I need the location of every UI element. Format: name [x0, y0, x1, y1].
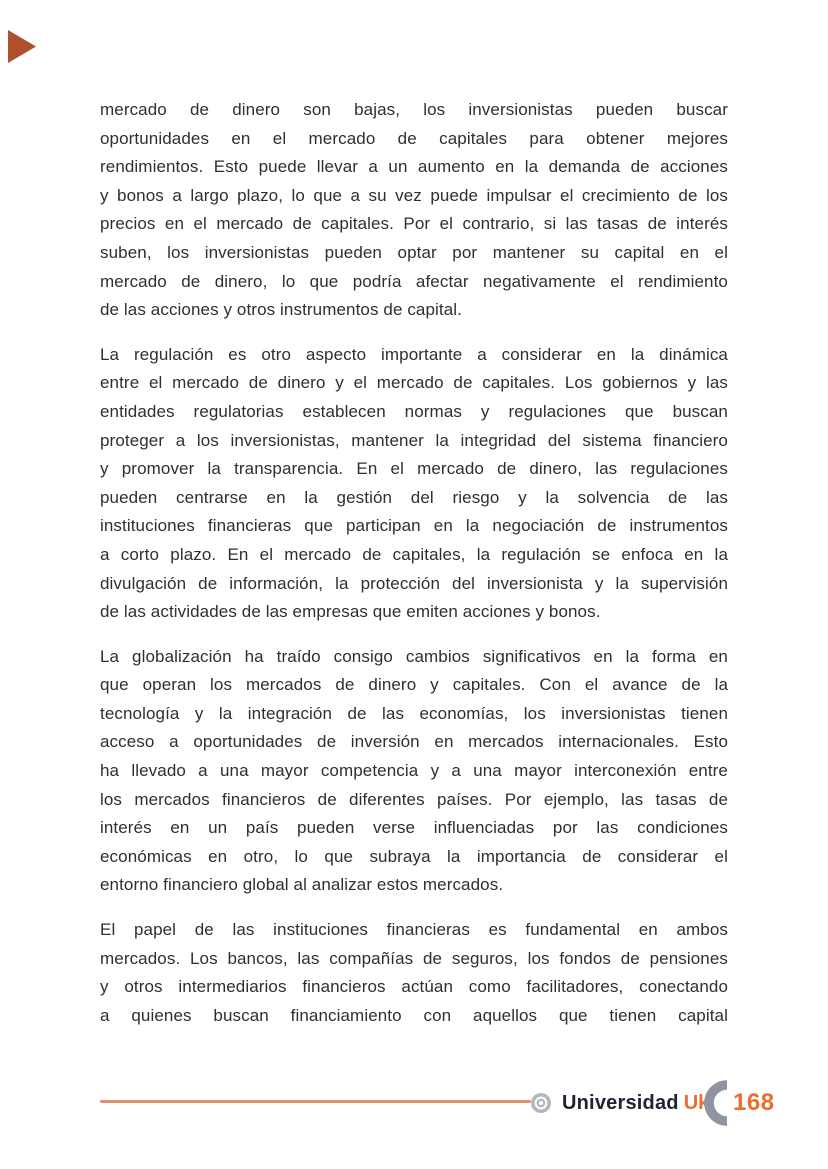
text-line: a corto plazo. En el mercado de capitales, la regulación se enfoca en la — [100, 544, 728, 564]
text-line: que operan los mercados de dinero y capitales. Con el avance de la — [100, 675, 728, 695]
text-line: económicas en otro, lo que subraya la importancia de considerar el — [100, 846, 728, 866]
text-line: entre el mercado de dinero y el mercado de capitales. Los gobiernos y las — [100, 373, 728, 393]
text-line: pueden centrarse en la gestión del riesgo y la solvencia de las — [100, 487, 728, 507]
text-line: los mercados financieros de diferentes países. Por ejemplo, las tasas de — [100, 789, 728, 809]
paragraph-1 — [100, 96, 728, 325]
text-line: precios en el mercado de capitales. Por el contrario, si las tasas de interés — [100, 214, 728, 234]
text-line: El papel de las instituciones financieras es fundamental en ambos — [100, 920, 728, 940]
text-line: mercado de dinero, lo que podría afectar negativamente el rendimiento — [100, 271, 728, 291]
text-line: de las acciones y otros instrumentos de capital. — [100, 300, 462, 320]
body-text — [100, 96, 728, 1046]
text-line: y otros intermediarios financieros actúan como facilitadores, conectando — [100, 977, 728, 997]
text-line: divulgación de información, la protección del inversionista y la supervisión — [100, 573, 728, 593]
text-line: de las actividades de las empresas que emiten acciones y bonos. — [100, 602, 601, 622]
paragraph-2 — [100, 341, 728, 627]
text-line: proteger a los inversionistas, mantener la integridad del sistema financiero — [100, 430, 728, 450]
text-line: a quienes buscan financiamiento con aquellos que tienen capital — [100, 1005, 728, 1025]
text-line: suben, los inversionistas pueden optar por mantener su capital en el — [100, 242, 728, 262]
text-line: La globalización ha traído consigo cambios significativos en la forma en — [100, 646, 728, 666]
text-line: tecnología y la integración de las economías, los inversionistas tienen — [100, 703, 728, 723]
text-line: mercados. Los bancos, las compañías de seguros, los fondos de pensiones — [100, 948, 728, 968]
text-line: interés en un país pueden verse influenciadas por las condiciones — [100, 818, 728, 838]
text-line: rendimientos. Esto puede llevar a un aumento en la demanda de acciones — [100, 157, 728, 177]
text-line: y promover la transparencia. En el mercado de dinero, las regulaciones — [100, 459, 728, 479]
brand-name: Universidad — [562, 1092, 679, 1114]
text-line: acceso a oportunidades de inversión en mercados internacionales. Esto — [100, 732, 728, 752]
paragraph-4 — [100, 916, 728, 1030]
text-line: entidades regulatorias establecen normas y regulaciones que buscan — [100, 401, 728, 421]
text-line: instituciones financieras que participan en la negociación de instrumentos — [100, 516, 728, 536]
corner-ornament-triangle — [8, 30, 36, 63]
page-number: 168 — [733, 1089, 775, 1116]
text-line: y bonos a largo plazo, lo que a su vez puede impulsar el crecimiento de los — [100, 185, 728, 205]
brand-wordmark — [562, 1090, 709, 1116]
crescent-logo-icon — [704, 1080, 728, 1126]
text-line: mercado de dinero son bajas, los inversionistas pueden buscar — [100, 100, 728, 119]
text-line: ha llevado a una mayor competencia y a una mayor interconexión entre — [100, 761, 728, 781]
text-line: oportunidades en el mercado de capitales para obtener mejores — [100, 128, 728, 148]
text-line: La regulación es otro aspecto importante a considerar en la dinámica — [100, 344, 728, 364]
brand-suffix: Uk — [683, 1092, 710, 1114]
text-line: entorno financiero global al analizar estos mercados. — [100, 875, 504, 895]
target-icon — [527, 1089, 555, 1117]
paragraph-3 — [100, 643, 728, 900]
footer-divider-line — [100, 1100, 531, 1103]
